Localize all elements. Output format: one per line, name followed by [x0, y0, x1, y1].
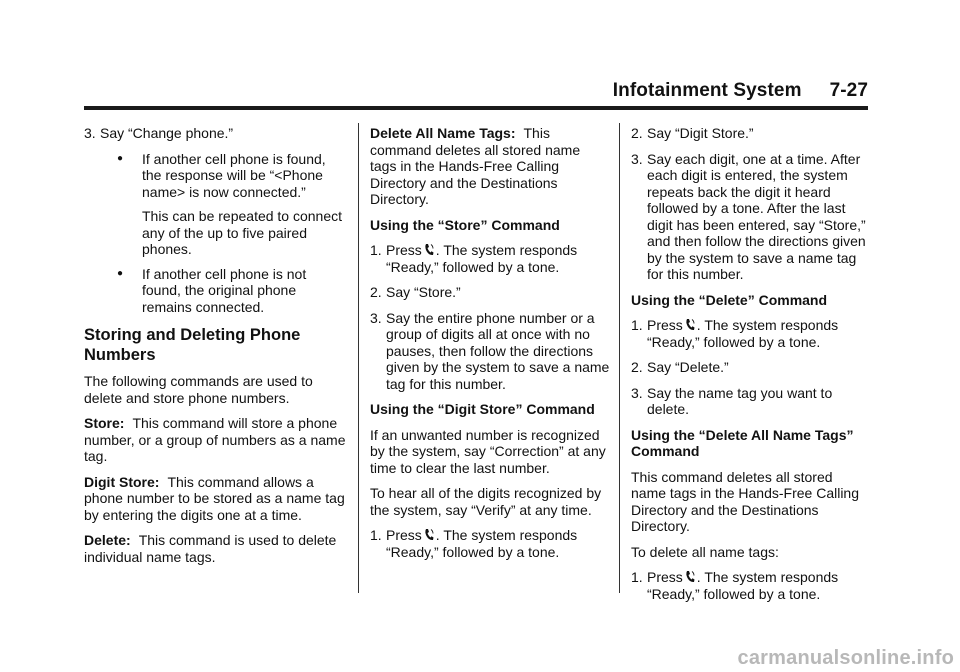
step-item: 2. Say “Store.” — [370, 284, 461, 300]
step-item: 1. Press . The system responds “Ready,” followed by a tone. — [631, 569, 839, 602]
bullet-icon: ● — [117, 152, 124, 164]
digit-intro: If an unwanted number is recognized by the system, say “Correction” at any time to clear the last number. — [370, 426, 606, 476]
header-rule — [84, 106, 868, 110]
phone-key-icon — [424, 528, 434, 542]
definition-delete: Delete: This command is used to delete individual name tags. — [84, 532, 337, 565]
definition-store: Store: This command will store a phone number, or a group of numbers as a name tag. — [84, 415, 346, 464]
step-item: 2. Say “Digit Store.” — [631, 125, 754, 141]
phone-key-icon — [685, 318, 695, 332]
section-heading: Storing and Deleting Phone Numbers — [84, 326, 301, 364]
column-divider — [619, 123, 620, 593]
step-item: 1. Press . The system responds “Ready,” followed by a tone. — [631, 317, 839, 350]
column-divider — [358, 123, 359, 593]
phone-key-icon — [424, 243, 434, 257]
step-item: 3. Say “Change phone.” — [84, 125, 234, 141]
page-header — [613, 80, 868, 102]
delete-all-intro: This command deletes all stored name tags in the Hands-Free Calling Directory and the Destinations Directory. — [631, 468, 860, 534]
step-item: 3. Say each digit, one at a time. After each digit is entered, the system repeats back the digit it heard followed by a tone. After the last digit has been entered, say “Store,” and then follow the directions given by the system to save a name tag for this number. — [631, 150, 866, 282]
step-item: 2. Say “Delete.” — [631, 359, 729, 375]
delete-all-to: To delete all name tags: — [631, 543, 779, 560]
bullet-text: If another cell phone is not found, the original phone remains connected. — [142, 265, 307, 315]
page-number: 7-27 — [829, 80, 868, 101]
bullet-followup: This can be repeated to connect any of the up to five paired phones. — [142, 208, 343, 257]
column-2 — [370, 125, 610, 569]
step-item: 3. Say the name tag you want to delete. — [631, 384, 833, 417]
subheading-delete: Using the “Delete” Command — [631, 291, 828, 308]
subheading-delete-all: Using the “Delete All Name Tags” Command — [631, 426, 854, 459]
bullet-item — [117, 265, 346, 316]
column-1 — [84, 125, 346, 574]
phone-key-icon — [685, 570, 695, 584]
bullet-text: If another cell phone is found, the response will be “<Phone name> is now connected.” — [142, 150, 326, 200]
definition-delete-all: Delete All Name Tags: This command deletes all stored name tags in the Hands-Free Calling Directory and the Destinations Directory. — [370, 125, 581, 207]
step-item: 1. Press . The system responds “Ready,” followed by a tone. — [370, 242, 578, 275]
bullet-item — [117, 150, 346, 258]
bullet-icon: ● — [117, 267, 124, 279]
subheading-digit-store: Using the “Digit Store” Command — [370, 401, 595, 417]
watermark-link[interactable]: carmanualsonline.info — [737, 647, 954, 669]
subheading-store: Using the “Store” Command — [370, 216, 560, 233]
column-3 — [631, 125, 869, 611]
digit-verify: To hear all of the digits recognized by the system, say “Verify” at any time. — [370, 485, 602, 518]
step-item: 1. Press . The system responds “Ready,” followed by a tone. — [370, 527, 578, 560]
intro-text: The following commands are used to delete and store phone numbers. — [84, 373, 313, 406]
definition-digit-store: Digit Store: This command allows a phone number to be stored as a name tag by entering the digits one at a time. — [84, 473, 345, 523]
section-title: Infotainment System — [612, 80, 802, 101]
step-item: 3. Say the entire phone number or a group of digits all at once with no pauses, then follow the directions given by the system to save a name tag for this number. — [370, 309, 610, 392]
